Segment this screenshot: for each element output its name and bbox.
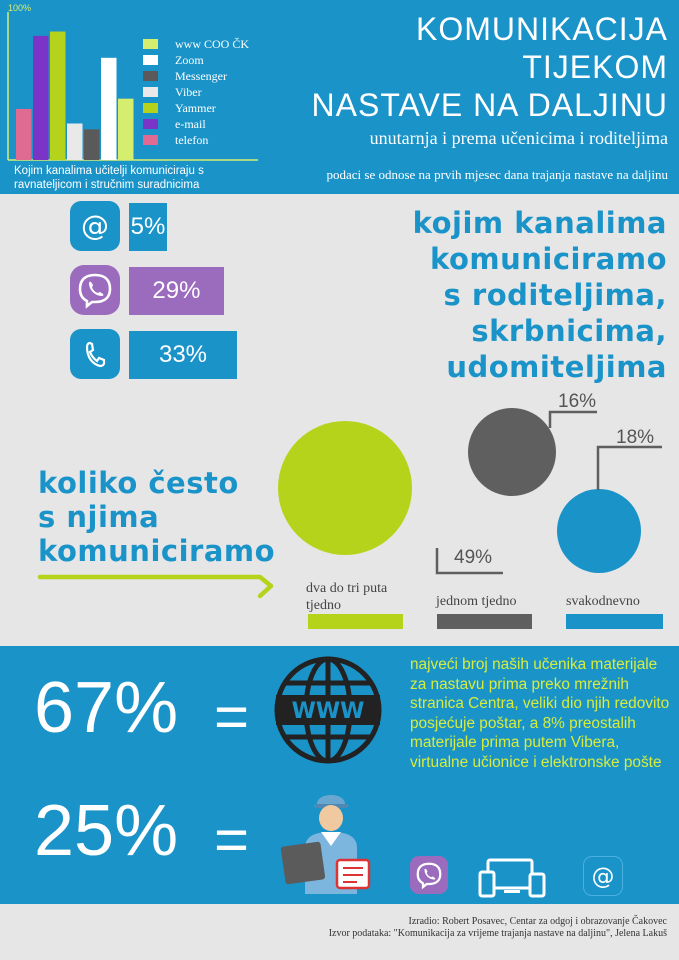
legend-label: Messenger	[175, 68, 227, 83]
legend-bar-weekly	[437, 614, 532, 629]
heading-line: s njima	[38, 500, 160, 534]
legend-swatch	[143, 55, 158, 65]
heading-line: komuniciramo	[429, 242, 667, 276]
email-share-bar	[129, 203, 167, 251]
pointer-weekly	[550, 412, 597, 428]
viber-share-bar	[129, 267, 224, 315]
page-note: podaci se odnose na prvih mjesec dana trajanja nastave na daljinu	[326, 167, 668, 182]
materials-paragraph: najveći broj naših učenika materijale za nastavu prima preko mrežnih stranica Centra, veliki dio njih redovito posjećuje poštar, a 8% preostalih materijale prima putem Vibera, virtualne učionice i elektronske pošte	[410, 656, 670, 771]
stat-web: 67%	[34, 668, 179, 748]
heading-line: s roditeljima,	[443, 278, 667, 312]
svg-text:@: @	[591, 863, 615, 890]
legend-label: telefon	[175, 132, 209, 147]
pct-two-three-weekly: 49%	[454, 547, 493, 568]
frequency-heading	[38, 466, 318, 568]
devices-icon	[478, 858, 548, 898]
title-line: NASTAVE NA DALJINU	[311, 87, 668, 123]
legend-label: Yammer	[175, 100, 216, 115]
legend-item	[143, 132, 263, 148]
chart-legend	[143, 36, 263, 148]
parents-channels-heading	[322, 205, 667, 385]
phone-share-label: 33%	[158, 341, 208, 368]
phone-share-bar	[129, 331, 237, 379]
svg-text:@: @	[81, 210, 109, 242]
legend-item	[143, 116, 263, 132]
page-subtitle: unutarnja i prema učenicima i roditeljima	[369, 128, 668, 148]
credits	[329, 916, 667, 940]
pct-daily: 18%	[616, 427, 655, 448]
heading-line: koliko često	[38, 466, 239, 500]
caption-line: Kojim kanalima učitelji komuniciraju s	[14, 165, 204, 177]
bubble-daily	[557, 489, 641, 573]
bar-www-coo-k	[118, 99, 134, 160]
email-share-label: 5%	[130, 213, 166, 240]
title-line: TIJEKOM	[522, 49, 668, 85]
legend-swatch	[143, 39, 158, 49]
legend-label: Viber	[175, 84, 202, 99]
legend-item	[143, 84, 263, 100]
legend-swatch	[143, 71, 158, 81]
phone-icon	[70, 329, 120, 379]
bar-viber	[67, 124, 83, 161]
label-daily: svakodnevno	[566, 594, 640, 609]
bar-messenger	[84, 129, 100, 160]
bar-e-mail	[33, 36, 49, 160]
y-tick-label: 100%	[8, 3, 32, 13]
legend-item	[143, 68, 263, 84]
title-line: KOMUNIKACIJA	[415, 11, 668, 47]
legend-bar-two-three-weekly	[308, 614, 403, 629]
data-source: Izvor podataka: "Komunikacija za vrijeme trajanja nastave na daljinu", Jelena Lakuš	[328, 928, 667, 939]
author-credit: Izradio: Robert Posavec, Centar za odgoj i obrazovanje Čakovec	[408, 916, 667, 927]
legend-swatch	[143, 87, 158, 97]
legend-swatch	[143, 119, 158, 129]
bar-telefon	[16, 109, 32, 160]
bar-yammer	[50, 32, 66, 160]
legend-label: e-mail	[175, 116, 206, 131]
legend-label: www COO ČK	[175, 36, 250, 51]
at-icon	[583, 856, 623, 896]
globe-www-icon	[272, 655, 384, 765]
page-title	[268, 10, 668, 124]
legend-item	[143, 52, 263, 68]
legend-item	[143, 100, 263, 116]
legend-bar-daily	[566, 614, 663, 629]
heading-line: komuniciramo	[38, 534, 276, 568]
pointer-daily	[598, 447, 662, 490]
equals-sign: =	[214, 683, 250, 750]
heading-line: udomiteljima	[446, 350, 667, 384]
legend-item	[143, 36, 263, 52]
heading-line: skrbnicima,	[471, 314, 667, 348]
pct-weekly: 16%	[558, 391, 597, 412]
postman-icon	[275, 782, 385, 894]
bubble-weekly	[468, 408, 556, 496]
stat-post: 25%	[34, 791, 179, 871]
bar-zoom	[101, 58, 117, 160]
underline-arrow	[40, 577, 271, 596]
legend-swatch	[143, 103, 158, 113]
viber-icon	[410, 856, 448, 894]
heading-line: kojim kanalima	[412, 206, 667, 240]
www-label: WWW	[291, 699, 365, 724]
legend-label: Zoom	[175, 52, 204, 67]
caption-line: ravnateljicom i stručnim suradnicima	[14, 179, 200, 191]
viber-icon	[70, 265, 120, 315]
label-two-three-weekly: dva do tri puta tjedno	[306, 581, 388, 613]
at-icon	[70, 201, 120, 251]
chart-caption	[14, 164, 264, 192]
equals-sign: =	[214, 806, 250, 873]
viber-share-label: 29%	[152, 277, 201, 304]
legend-swatch	[143, 135, 158, 145]
label-weekly: jednom tjedno	[436, 594, 517, 609]
